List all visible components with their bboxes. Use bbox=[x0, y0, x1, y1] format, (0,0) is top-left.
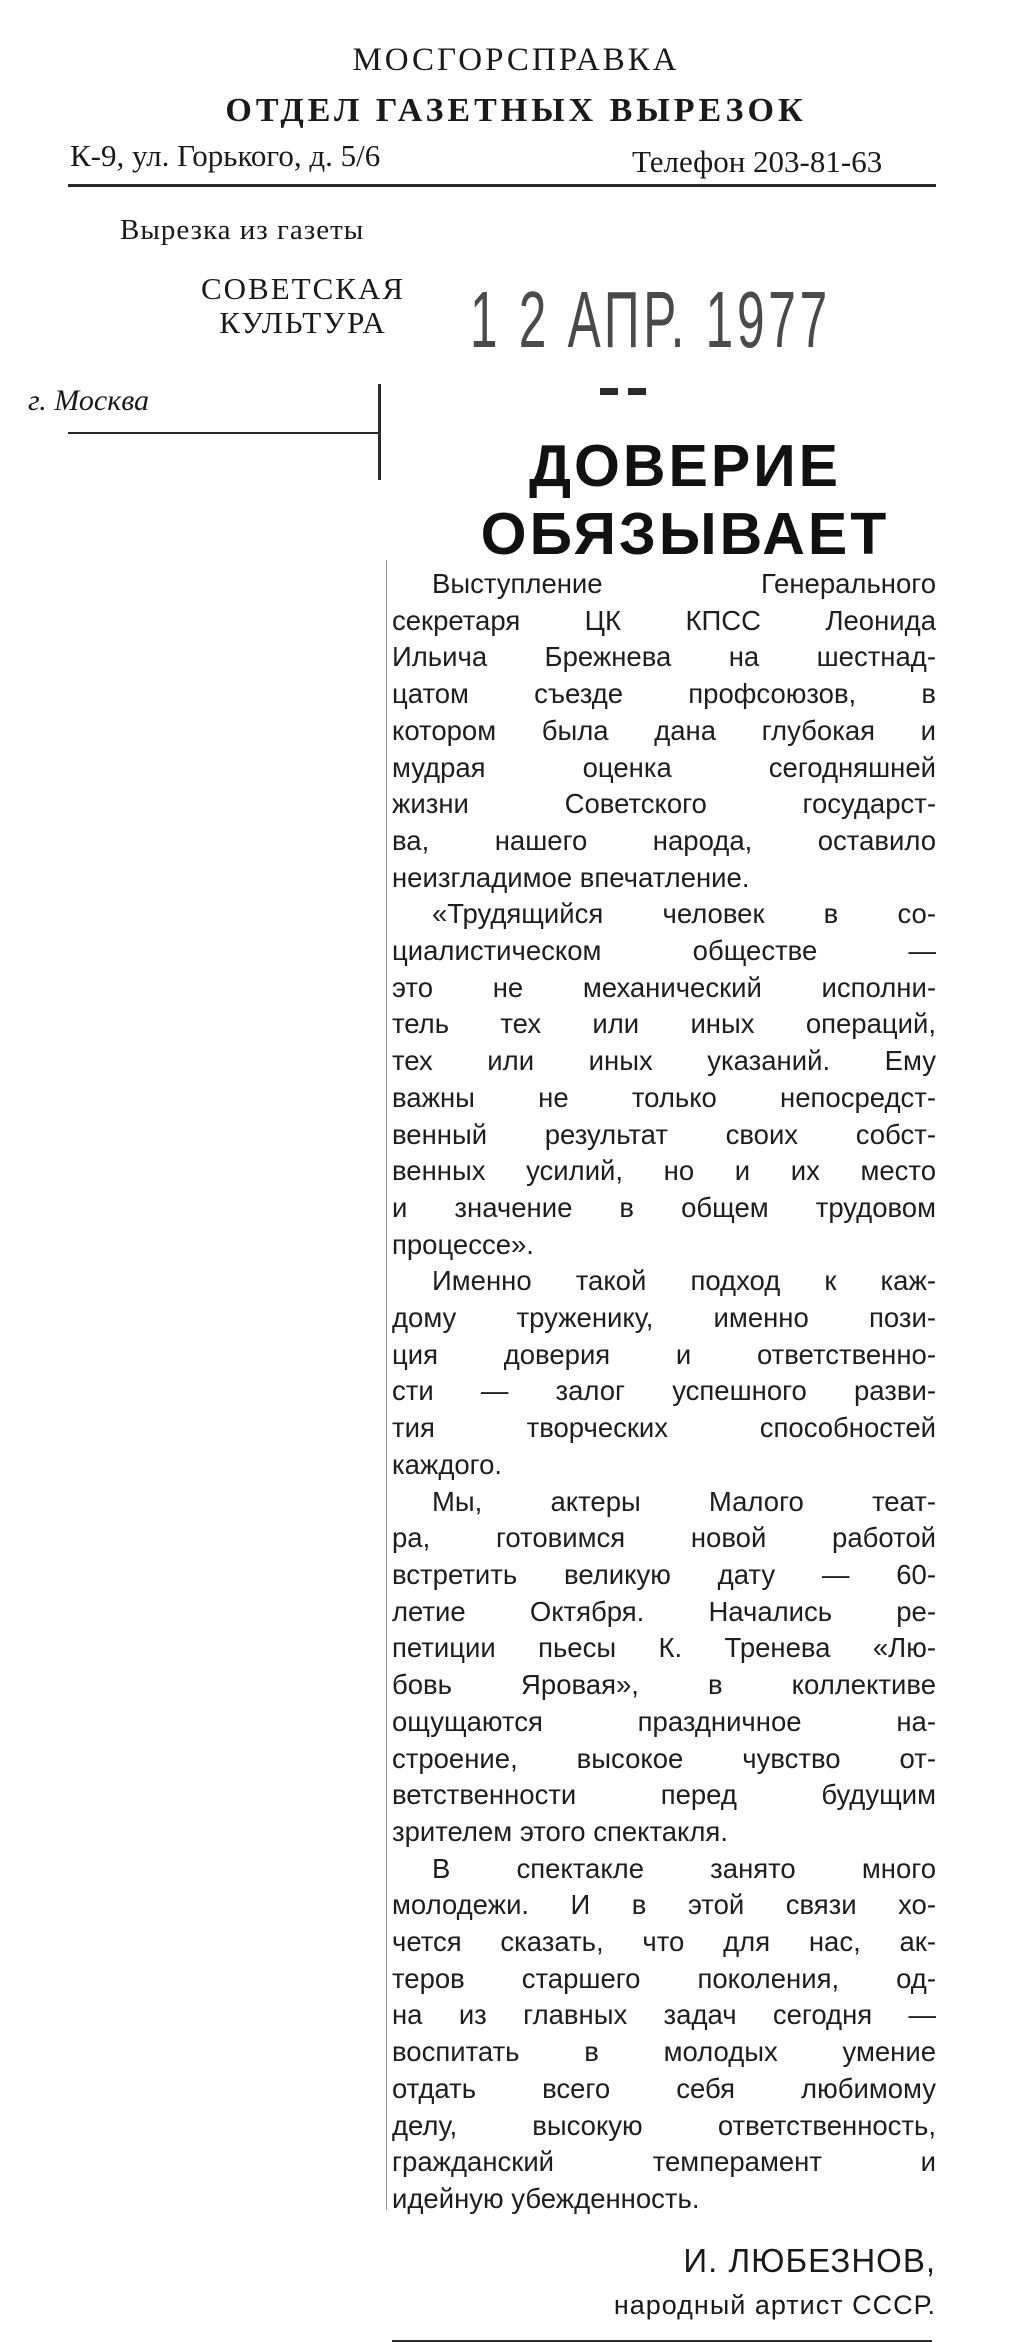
article-paragraph bbox=[392, 1263, 936, 1483]
article-title-line2: ОБЯЗЫВАЕТ bbox=[480, 501, 890, 567]
paragraph-line: воспитать в молодых умение bbox=[392, 2036, 936, 2068]
paragraph-line: гражданский темперамент и bbox=[392, 2146, 936, 2178]
article-title-line1: ДОВЕРИЕ bbox=[529, 433, 841, 499]
paragraph-line: отдать всего себя любимому bbox=[392, 2072, 936, 2104]
paragraph-line: ощущаются праздничное на- bbox=[392, 1705, 936, 1737]
paragraph-line: Именно такой подход к каж- bbox=[432, 1265, 936, 1297]
paragraph-line: секретаря ЦК КПСС Леонида bbox=[392, 604, 936, 636]
paragraph-line: тель тех или иных операций, bbox=[392, 1008, 936, 1040]
paragraph-line: В спектакле занято много bbox=[432, 1852, 936, 1884]
paragraph-line: котором была дана глубокая и bbox=[392, 714, 936, 746]
department-name: ОТДЕЛ ГАЗЕТНЫХ ВЫРЕЗОК bbox=[225, 92, 807, 129]
paragraph-line: Выступление Генерального bbox=[432, 568, 936, 599]
paragraph-line: ветственности перед будущим bbox=[392, 1779, 936, 1811]
date-stamp: 1 2 АПР. 1977 bbox=[470, 275, 831, 364]
paragraph-line: делу, высокую ответственность, bbox=[392, 2109, 936, 2141]
paragraph-line: на из главных задач сегодня — bbox=[392, 1999, 936, 2031]
title-ornament-left bbox=[600, 388, 618, 395]
newspaper-name-line1: СОВЕТСКАЯ bbox=[200, 271, 406, 306]
title-ornament-right bbox=[628, 388, 646, 395]
paragraph-line: ва, нашего народа, оставило bbox=[392, 824, 936, 856]
paragraph-line: циалистическом обществе — bbox=[392, 935, 936, 967]
paragraph-line: жизни Советского государст- bbox=[392, 788, 936, 820]
author-title: народный артист СССР. bbox=[613, 2290, 936, 2320]
article-paragraph bbox=[392, 1484, 936, 1851]
paragraph-line: неизгладимое впечатление. bbox=[392, 861, 750, 893]
paragraph-line: сти — залог успешного разви- bbox=[392, 1375, 936, 1407]
paragraph-line: это не механический исполни- bbox=[392, 971, 936, 1003]
paragraph-line: бовь Яровая», в коллективе bbox=[392, 1669, 936, 1701]
paragraph-line: идейную убежденность. bbox=[392, 2182, 700, 2214]
article-paragraph bbox=[392, 896, 936, 1263]
paragraph-line: цатом съезде профсоюзов, в bbox=[392, 678, 936, 710]
paragraph-line: Ильича Брежнева на шестнад- bbox=[392, 641, 936, 673]
newspaper-name-line2: КУЛЬТУРА bbox=[219, 305, 387, 340]
city-label: г. Москва bbox=[28, 384, 150, 417]
author-name: И. ЛЮБЕЗНОВ, bbox=[683, 2242, 936, 2279]
clipping-label: Вырезка из газеты bbox=[120, 214, 365, 246]
paragraph-line: ра, готовимся новой работой bbox=[392, 1522, 936, 1554]
paragraph-line: ция доверия и ответственно- bbox=[392, 1338, 936, 1370]
column-left-rule bbox=[386, 560, 387, 2210]
paragraph-line: строение, высокое чувство от- bbox=[392, 1742, 936, 1774]
city-underline bbox=[68, 432, 378, 434]
bureau-phone: Телефон 203-81-63 bbox=[632, 144, 883, 179]
paragraph-line: чется сказать, что для нас, ак- bbox=[392, 1926, 936, 1958]
paragraph-line: зрителем этого спектакля. bbox=[392, 1815, 728, 1847]
paragraph-line: встретить великую дату — 60- bbox=[392, 1558, 936, 1590]
paragraph-line: тех или иных указаний. Ему bbox=[392, 1045, 936, 1077]
bureau-name: МОСГОРСПРАВКА bbox=[352, 42, 680, 78]
paragraph-line: Мы, актеры Малого теат- bbox=[432, 1485, 936, 1517]
paragraph-line: венных усилий, но и их место bbox=[392, 1155, 936, 1187]
paragraph-line: летие Октября. Начались ре- bbox=[392, 1595, 936, 1627]
paragraph-line: тия творческих способностей bbox=[392, 1412, 936, 1444]
paragraph-line: дому труженику, именно пози- bbox=[392, 1302, 936, 1334]
paragraph-line: важны не только непосредст- bbox=[392, 1081, 936, 1113]
paragraph-line: каждого. bbox=[392, 1448, 503, 1480]
stamp-rule bbox=[68, 184, 936, 187]
paragraph-line: петиции пьесы К. Тренева «Лю- bbox=[392, 1632, 936, 1664]
paragraph-line: молодежи. И в этой связи хо- bbox=[392, 1889, 936, 1921]
bureau-address: К-9, ул. Горького, д. 5/6 bbox=[70, 138, 381, 173]
paragraph-line: «Трудящийся человек в со- bbox=[432, 898, 936, 930]
paragraph-line: теров старшего поколения, од- bbox=[392, 1962, 936, 1994]
paragraph-line: процессе». bbox=[392, 1228, 534, 1260]
column-left-border bbox=[378, 384, 381, 480]
article-body bbox=[392, 566, 936, 2218]
article-paragraph bbox=[392, 566, 936, 896]
article-paragraph bbox=[392, 1851, 936, 2218]
paragraph-line: и значение в общем трудовом bbox=[392, 1191, 936, 1223]
paragraph-line: венный результат своих собст- bbox=[392, 1118, 936, 1150]
paragraph-line: мудрая оценка сегодняшней bbox=[392, 751, 936, 783]
